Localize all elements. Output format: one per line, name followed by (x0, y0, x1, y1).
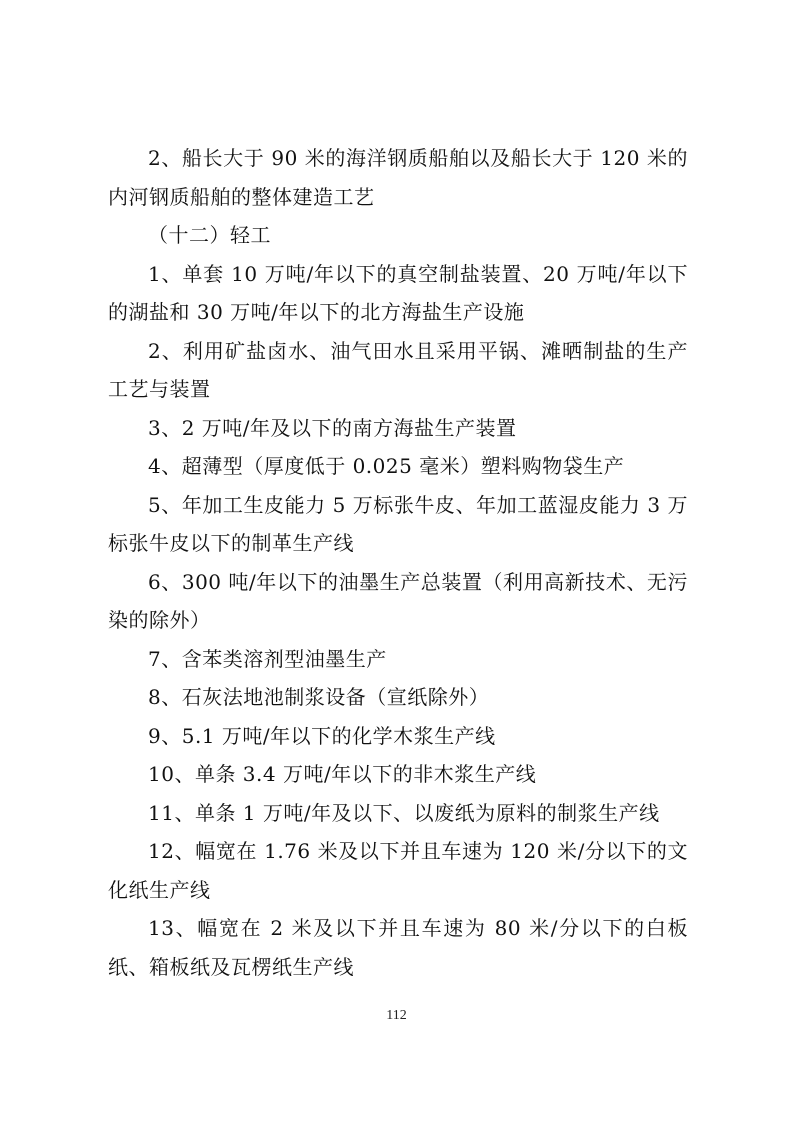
paragraph: 2、船长大于 90 米的海洋钢质船舶以及船长大于 120 米的内河钢质船舶的整体建造工艺 (108, 146, 688, 209)
paragraph: 11、单条 1 万吨/年及以下、以废纸为原料的制浆生产线 (148, 800, 660, 825)
paragraph: 6、300 吨/年以下的油墨生产总装置（利用高新技术、无污染的除外） (108, 569, 688, 632)
page-number: 112 (386, 1008, 407, 1023)
paragraph: 9、5.1 万吨/年以下的化学木浆生产线 (148, 723, 496, 748)
paragraph: 4、超薄型（厚度低于 0.025 毫米）塑料购物袋生产 (148, 454, 625, 478)
paragraph: 10、单条 3.4 万吨/年以下的非木浆生产线 (148, 762, 537, 786)
section-heading: （十二）轻工 (148, 223, 271, 247)
paragraph: 2、利用矿盐卤水、油气田水且采用平锅、滩晒制盐的生产工艺与装置 (108, 338, 688, 401)
paragraph: 5、年加工生皮能力 5 万标张牛皮、年加工蓝湿皮能力 3 万标张牛皮以下的制革生产线 (108, 492, 688, 555)
paragraph: 7、含苯类溶剂型油墨生产 (148, 646, 387, 671)
paragraph: 3、2 万吨/年及以下的南方海盐生产装置 (148, 415, 517, 440)
page-body (108, 139, 688, 986)
paragraph: 12、幅宽在 1.76 米及以下并且车速为 120 米/分以下的文化纸生产线 (108, 839, 688, 902)
paragraph: 1、单套 10 万吨/年以下的真空制盐装置、20 万吨/年以下的湖盐和 30 万吨/年以下的北方海盐生产设施 (108, 261, 688, 324)
paragraph: 13、幅宽在 2 米及以下并且车速为 80 米/分以下的白板纸、箱板纸及瓦楞纸生产线 (108, 916, 688, 979)
paragraph: 8、石灰法地池制浆设备（宣纸除外） (148, 685, 490, 709)
